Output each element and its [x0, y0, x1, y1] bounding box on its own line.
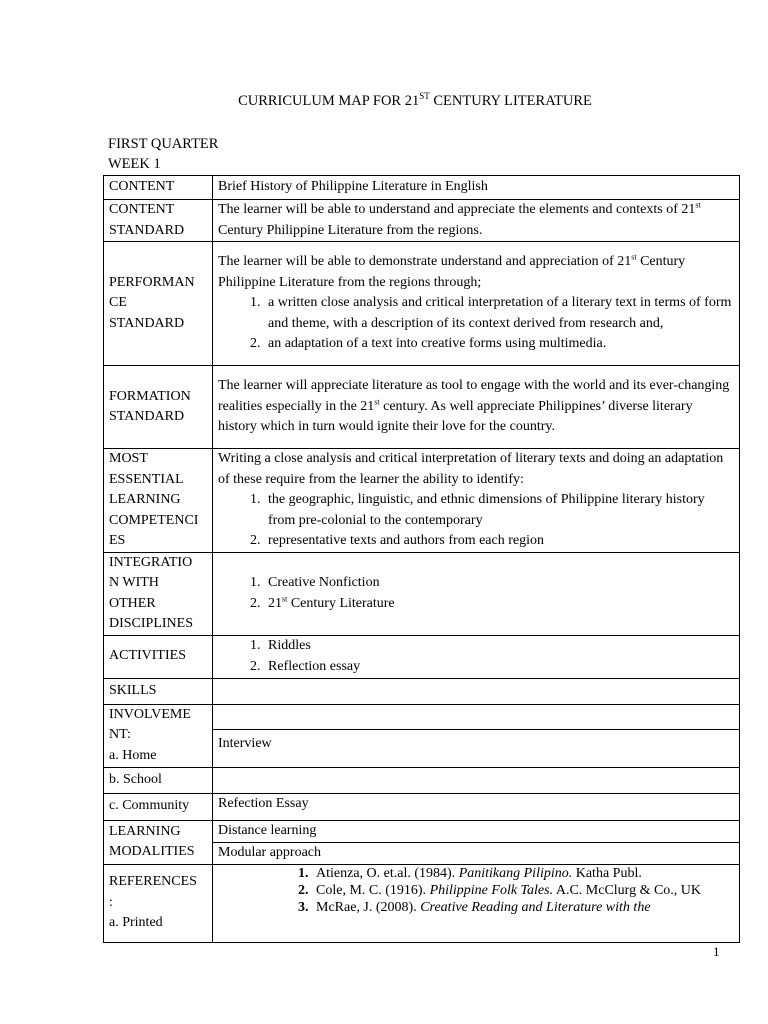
row-references	[104, 864, 740, 942]
row-involvement-home	[104, 704, 740, 767]
home-value: Interview	[212, 729, 740, 755]
involvement-blank	[218, 705, 734, 729]
list-item: 2. an adaptation of a text into creative forms using multimedia.	[264, 334, 734, 355]
reference-item: 1. Atienza, O. et.al. (1984). Panitikang Pilipino. Katha Publ.	[312, 865, 734, 882]
row-school	[104, 767, 740, 793]
content-value: Brief History of Philippine Literature in English	[213, 176, 740, 200]
page-number: 1	[713, 944, 720, 959]
melc-label: MOST ESSENTIAL LEARNING COMPETENCI ES	[104, 449, 213, 553]
list-item: 1. Creative Nonfiction	[264, 573, 734, 594]
lm-value-2: Modular approach	[212, 842, 740, 864]
performance-standard-label: PERFORMAN CE STANDARD	[104, 242, 213, 366]
activities-value	[213, 635, 740, 678]
performance-standard-value: The learner will be able to demonstrate understand and appreciation of 21st Century Philippine Literature from the regions through; 1. a written close analysis and critical interpretation of a literary text in terms of form and theme, with a description of its context derived from research and, 2. an adaptation of a text into creative forms using multimedia.	[213, 242, 740, 366]
list-item: 2. 21st Century Literature	[264, 594, 734, 615]
content-standard-value: The learner will be able to understand and appreciate the elements and contexts of 21st Century Philippine Literature from the regions.	[213, 200, 740, 242]
community-label: c. Community	[104, 793, 213, 820]
list-item: 2. Reflection essay	[264, 657, 734, 678]
activities-label: ACTIVITIES	[104, 635, 213, 678]
row-integration	[104, 552, 740, 635]
reference-item: 3. McRae, J. (2008). Creative Reading and Literature with the	[312, 899, 734, 916]
school-label: b. School	[104, 767, 213, 793]
references-value	[213, 864, 740, 942]
quarter-heading	[108, 134, 218, 174]
list-item: 1. Riddles	[264, 636, 734, 657]
lm-value-1: Distance learning	[218, 822, 317, 838]
formation-standard-label: FORMATION STANDARD	[104, 366, 213, 449]
content-standard-label: CONTENT STANDARD	[104, 200, 213, 242]
activities-list	[218, 636, 734, 677]
row-community	[104, 793, 740, 820]
row-skills	[104, 678, 740, 704]
row-formation-standard	[104, 366, 740, 449]
quarter-label: FIRST QUARTER	[108, 136, 219, 152]
row-activities	[104, 635, 740, 678]
melc-list	[218, 490, 734, 552]
skills-value	[213, 678, 740, 704]
row-performance-standard	[104, 242, 740, 366]
learning-modalities-value	[213, 820, 740, 864]
learning-modalities-label: LEARNING MODALITIES	[104, 820, 213, 864]
references-list	[218, 865, 734, 916]
integration-list	[218, 573, 734, 614]
references-label: REFERENCES : a. Printed	[104, 864, 213, 942]
involvement-label: INVOLVEME NT: a. Home	[104, 704, 213, 767]
formation-standard-value: The learner will appreciate literature as tool to engage with the world and its ever-changing realities especially in the 21st century. As well appreciate Philippines’ diverse literary history which in turn would ignite their love for the country.	[213, 366, 740, 449]
melc-value: Writing a close analysis and critical interpretation of literary texts and doing an adaptation of these require from the learner the ability to identify: 1. the geographic, linguistic, and ethnic dimensions of Philippine literary history from pre-colonial to the contemporary 2. representative texts and authors from each region	[213, 449, 740, 553]
school-value	[213, 767, 740, 793]
curriculum-table	[103, 175, 740, 943]
community-value: Refection Essay	[213, 793, 740, 820]
row-learning-modalities	[104, 820, 740, 864]
performance-list	[218, 293, 734, 355]
list-item: 1. the geographic, linguistic, and ethnic dimensions of Philippine literary history from pre-colonial to the contemporary	[264, 490, 734, 531]
integration-label: INTEGRATIO N WITH OTHER DISCIPLINES	[104, 552, 213, 635]
involvement-home-value	[213, 704, 740, 767]
week-label: WEEK 1	[108, 156, 161, 172]
document-title: CURRICULUM MAP FOR 21ST CENTURY LITERATURE	[238, 91, 592, 109]
row-content-standard	[104, 200, 740, 242]
skills-label: SKILLS	[104, 678, 213, 704]
list-item: 1. a written close analysis and critical interpretation of a literary text in terms of form and theme, with a description of its context derived from research and,	[264, 293, 734, 334]
content-label: CONTENT	[104, 176, 213, 200]
list-item: 2. representative texts and authors from each region	[264, 531, 734, 552]
row-content	[104, 176, 740, 200]
integration-value	[213, 552, 740, 635]
reference-item: 2. Cole, M. C. (1916). Philippine Folk Tales. A.C. McClurg & Co., UK	[312, 882, 734, 899]
row-melc	[104, 449, 740, 553]
